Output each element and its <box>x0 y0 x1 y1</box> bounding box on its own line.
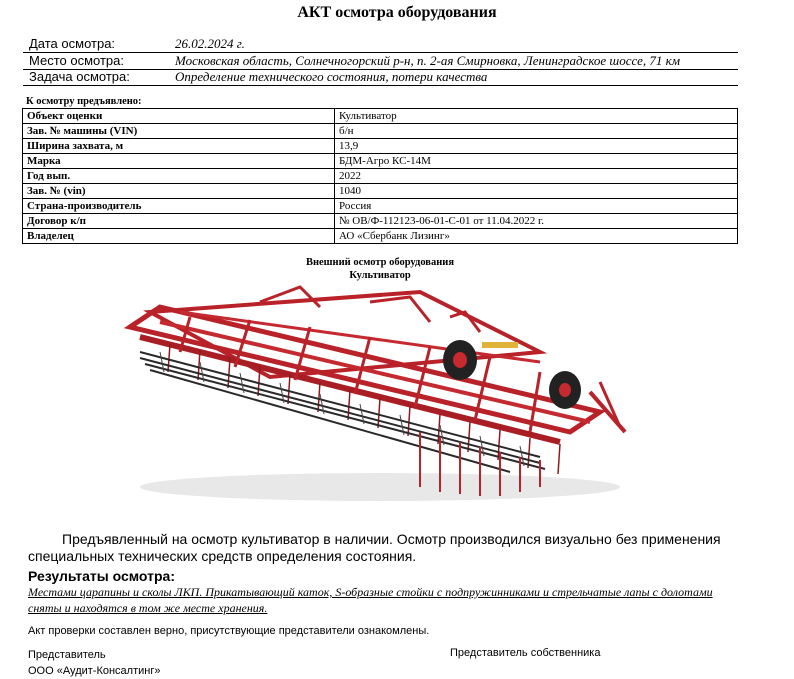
spec-key: Договор к/п <box>23 214 335 229</box>
external-inspection-heading <box>0 256 760 282</box>
results-text: Местами царапины и сколы ЛКП. Прикатывающий каток, S-образные стойки с подпружинниками и стрельчатые лапы с долотами сняты и находятся в том же месте хранения. <box>28 585 713 615</box>
representative-right: Представитель собственника <box>450 647 601 659</box>
spec-key: Марка <box>23 154 335 169</box>
header-label: Задача осмотра: <box>29 69 130 84</box>
spec-value: Культиватор <box>335 109 738 124</box>
table-row <box>23 214 738 229</box>
spec-value: 13,9 <box>335 139 738 154</box>
table-row <box>23 154 738 169</box>
spec-key: Зав. № (vin) <box>23 184 335 199</box>
confirmation-note: Акт проверки составлен верно, присутствующие представители ознакомлены. <box>28 625 430 637</box>
spec-key: Зав. № машины (VIN) <box>23 124 335 139</box>
table-row <box>23 109 738 124</box>
table-row <box>23 199 738 214</box>
external-subtitle: Культиватор <box>349 270 411 281</box>
table-row <box>23 184 738 199</box>
table-row <box>23 139 738 154</box>
cultivator-photo <box>120 282 640 507</box>
spec-value: БДМ-Агро КС-14М <box>335 154 738 169</box>
spec-key: Владелец <box>23 229 335 244</box>
header-value: Определение технического состояния, потери качества <box>175 69 488 84</box>
table-row <box>23 169 738 184</box>
spec-key: Страна-производитель <box>23 199 335 214</box>
spec-value: № ОВ/Ф-112123-06-01-С-01 от 11.04.2022 г. <box>335 214 738 229</box>
header-row-task <box>23 69 738 86</box>
presented-label: К осмотру предъявлено: <box>26 96 142 107</box>
table-row <box>23 229 738 244</box>
representative-left <box>28 647 160 679</box>
document-title: АКТ осмотра оборудования <box>297 4 497 21</box>
header-value: 26.02.2024 г. <box>175 36 245 51</box>
header-row-place <box>23 53 738 70</box>
external-title: Внешний осмотр оборудования <box>305 257 455 268</box>
spec-value: 1040 <box>335 184 738 199</box>
header-value: Московская область, Солнечногорский р-н, п. 2-ая Смирновка, Ленинградское шоссе, 71 км <box>175 53 681 68</box>
spec-value: Россия <box>335 199 738 214</box>
spec-value: б/н <box>335 124 738 139</box>
spec-key: Ширина захвата, м <box>23 139 335 154</box>
results-heading: Результаты осмотра: <box>28 568 175 584</box>
header-label: Место осмотра: <box>29 53 124 68</box>
header-label: Дата осмотра: <box>29 36 116 51</box>
spec-table <box>22 108 738 244</box>
spec-value: 2022 <box>335 169 738 184</box>
rep-left-title: Представитель <box>28 649 106 661</box>
spec-key: Год вып. <box>23 169 335 184</box>
table-row <box>23 124 738 139</box>
rep-left-org: ООО «Аудит-Консалтинг» <box>28 665 161 677</box>
spec-value: АО «Сбербанк Лизинг» <box>335 229 738 244</box>
header-row-date <box>23 36 738 53</box>
inspection-paragraph: Предъявленный на осмотр культиватор в наличии. Осмотр производился визуально без применения специальных технических средств определения состояния. <box>28 531 721 564</box>
spec-key: Объект оценки <box>23 109 335 124</box>
